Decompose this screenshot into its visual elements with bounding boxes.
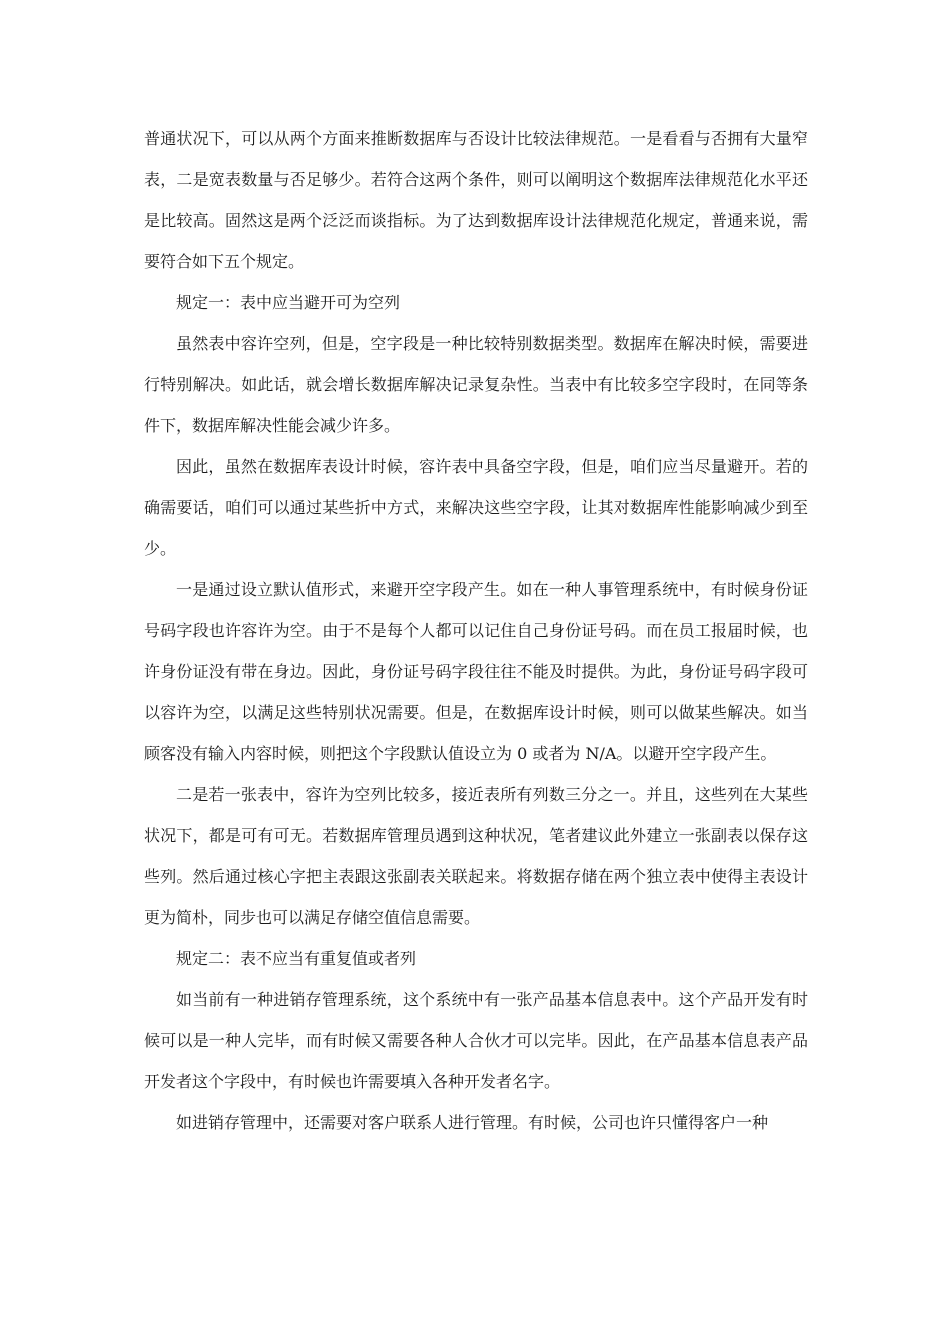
paragraph: 如进销存管理中，还需要对客户联系人进行管理。有时候，公司也许只懂得客户一种 — [176, 1113, 769, 1132]
paragraph-intro: 普通状况下，可以从两个方面来推断数据库与否设计比较法律规范。一是看看与否拥有大量窄表，二是宽表数量与否足够少。若符合这两个条件，则可以阐明这个数据库法律规范化水平还是比较高。固然这是两个泛泛而谈指标。为了达到数据库设计法律规范化规定，普通来说，需要符合如下五个规定。 — [144, 129, 808, 271]
paragraph: 二是若一张表中，容许为空列比较多，接近表所有列数三分之一。并且，这些列在大某些状况下，都是可有可无。若数据库管理员遇到这种状况，笔者建议此外建立一张副表以保存这些列。然后通过核心字把主表跟这张副表关联起来。将数据存储在两个独立表中使得主表设计更为简朴，同步也可以满足存储空值信息需要。 — [144, 785, 808, 927]
paragraph: 一是通过设立默认值形式，来避开空字段产生。如在一种人事管理系统中，有时候身份证号码字段也许容许为空。由于不是每个人都可以记住自己身份证号码。而在员工报届时候，也许身份证没有带在身边。因此，身份证号码字段往往不能及时提供。为此，身份证号码字段可以容许为空，以满足这些特别状况需要。但是，在数据库设计时候，则可以做某些解决。如当顾客没有输入内容时候，则把这个字段默认值设立为 0 或者为 N/A。以避开空字段产生。 — [144, 580, 808, 763]
paragraph: 如当前有一种进销存管理系统，这个系统中有一张产品基本信息表中。这个产品开发有时候可以是一种人完毕，而有时候又需要各种人合伙才可以完毕。因此，在产品基本信息表产品开发者这个字段中，有时候也许需要填入各种开发者名字。 — [144, 990, 808, 1091]
paragraph: 虽然表中容许空列，但是，空字段是一种比较特别数据类型。数据库在解决时候，需要进行特别解决。如此话，就会增长数据库解决记录复杂性。当表中有比较多空字段时，在同等条件下，数据库解决性能会减少许多。 — [144, 334, 808, 435]
rule-two-heading: 规定二：表不应当有重复值或者列 — [176, 949, 417, 968]
rule-one-heading: 规定一：表中应当避开可为空列 — [176, 293, 401, 312]
document-body — [144, 118, 808, 1143]
paragraph: 因此，虽然在数据库表设计时候，容许表中具备空字段，但是，咱们应当尽量避开。若的确需要话，咱们可以通过某些折中方式，来解决这些空字段，让其对数据库性能影响减少到至少。 — [144, 457, 808, 558]
